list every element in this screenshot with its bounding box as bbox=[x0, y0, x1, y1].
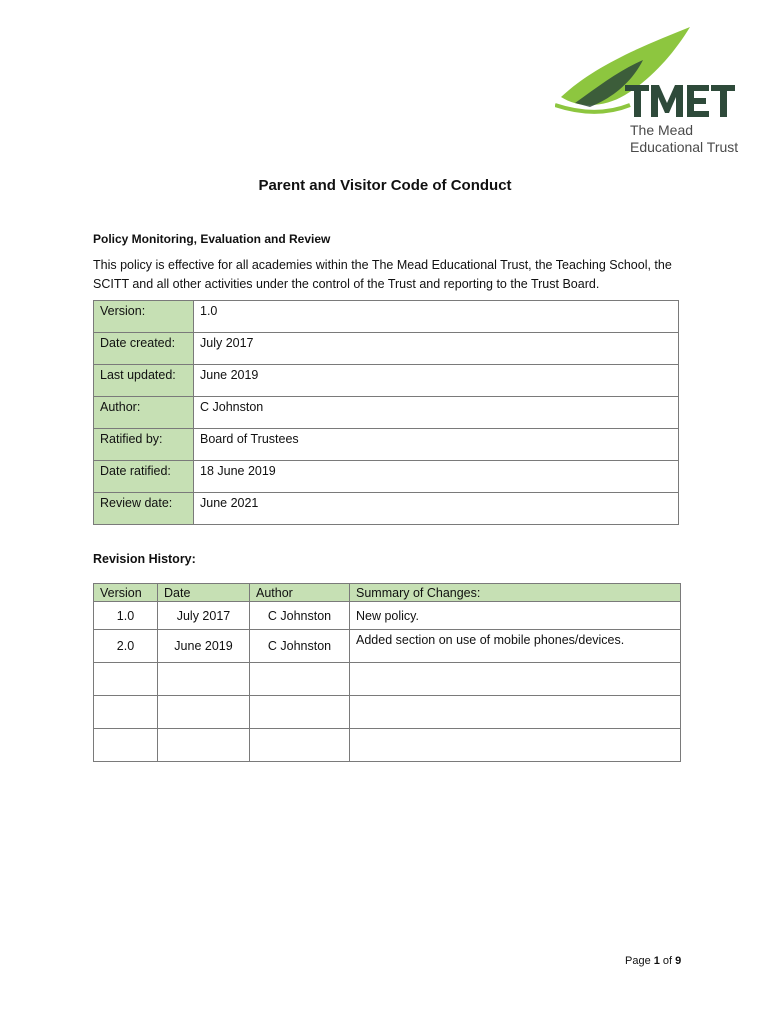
revision-summary: Added section on use of mobile phones/devices. bbox=[350, 630, 681, 663]
table-row bbox=[94, 696, 681, 729]
table-row bbox=[94, 630, 681, 663]
meta-label: Date ratified: bbox=[94, 461, 194, 493]
tmet-logo bbox=[555, 25, 745, 157]
empty-cell bbox=[250, 696, 350, 729]
meta-label: Review date: bbox=[94, 493, 194, 525]
meta-label: Version: bbox=[94, 301, 194, 333]
revision-version: 1.0 bbox=[94, 602, 158, 630]
revision-author: C Johnston bbox=[250, 602, 350, 630]
page-current: 1 bbox=[653, 955, 660, 967]
header-version: Version bbox=[94, 584, 158, 602]
meta-value: C Johnston bbox=[194, 397, 679, 429]
meta-value: Board of Trustees bbox=[194, 429, 679, 461]
revision-history-table bbox=[93, 583, 681, 762]
meta-row-date-ratified bbox=[94, 461, 679, 493]
empty-cell bbox=[158, 696, 250, 729]
empty-cell bbox=[350, 663, 681, 696]
header-summary: Summary of Changes: bbox=[350, 584, 681, 602]
meta-value: June 2019 bbox=[194, 365, 679, 397]
meta-row-version bbox=[94, 301, 679, 333]
table-row bbox=[94, 602, 681, 630]
empty-cell bbox=[250, 729, 350, 762]
meta-value: 1.0 bbox=[194, 301, 679, 333]
meta-label: Date created: bbox=[94, 333, 194, 365]
revision-history-title: Revision History: bbox=[93, 552, 196, 566]
page-total: 9 bbox=[675, 955, 682, 967]
logo-line-1: The Mead bbox=[630, 122, 694, 138]
policy-meta-table bbox=[93, 300, 679, 525]
meta-row-author bbox=[94, 397, 679, 429]
empty-cell bbox=[158, 729, 250, 762]
meta-label: Author: bbox=[94, 397, 194, 429]
intro-paragraph: This policy is effective for all academies within the The Mead Educational Trust, the Teaching School, the SCITT and all other activities under the control of the Trust and reporting to the Trust Board. bbox=[93, 258, 672, 291]
meta-row-last-updated bbox=[94, 365, 679, 397]
revision-author: C Johnston bbox=[250, 630, 350, 663]
logo-line-2: Educational Trust bbox=[630, 139, 739, 155]
meta-label: Ratified by: bbox=[94, 429, 194, 461]
tmet-logo-mark bbox=[555, 25, 745, 125]
revision-version: 2.0 bbox=[94, 630, 158, 663]
document-title: Parent and Visitor Code of Conduct bbox=[258, 177, 512, 194]
meta-row-ratified-by bbox=[94, 429, 679, 461]
revision-header-row bbox=[94, 584, 681, 602]
meta-label: Last updated: bbox=[94, 365, 194, 397]
table-row bbox=[94, 729, 681, 762]
empty-cell bbox=[158, 663, 250, 696]
revision-date: June 2019 bbox=[158, 630, 250, 663]
table-row bbox=[94, 663, 681, 696]
empty-cell bbox=[94, 663, 158, 696]
empty-cell bbox=[350, 696, 681, 729]
meta-row-review-date bbox=[94, 493, 679, 525]
meta-row-date-created bbox=[94, 333, 679, 365]
header-author: Author bbox=[250, 584, 350, 602]
header-date: Date bbox=[158, 584, 250, 602]
meta-value: 18 June 2019 bbox=[194, 461, 679, 493]
empty-cell bbox=[350, 729, 681, 762]
revision-date: July 2017 bbox=[158, 602, 250, 630]
empty-cell bbox=[94, 729, 158, 762]
meta-value: July 2017 bbox=[194, 333, 679, 365]
section-subheading: Policy Monitoring, Evaluation and Review bbox=[93, 232, 331, 246]
empty-cell bbox=[94, 696, 158, 729]
page-number: Page 1 of 9 bbox=[625, 955, 682, 967]
empty-cell bbox=[250, 663, 350, 696]
revision-summary: New policy. bbox=[350, 602, 681, 630]
meta-value: June 2021 bbox=[194, 493, 679, 525]
